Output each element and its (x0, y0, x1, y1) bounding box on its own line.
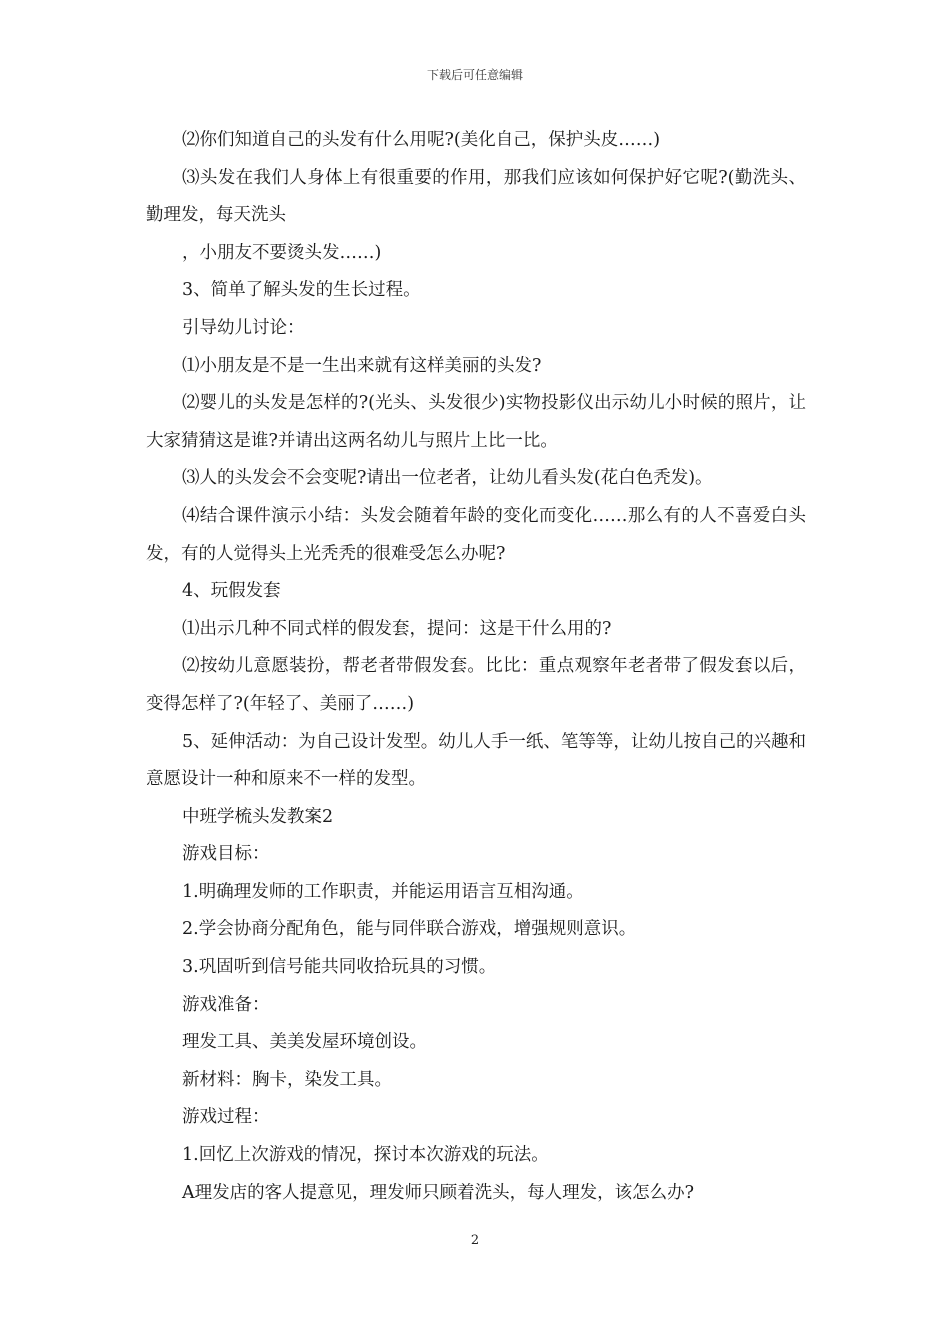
paragraph: ⑴出示几种不同式样的假发套，提问：这是干什么用的? (182, 618, 612, 639)
paragraph: 1.明确理发师的工作职责，并能运用语言互相沟通。 (182, 881, 584, 902)
paragraph: ⑶头发在我们人身体上有很重要的作用，那我们应该如何保护好它呢?(勤洗头、勤理发，每天洗头 (146, 167, 806, 226)
paragraph: 引导幼儿讨论： (182, 317, 305, 338)
paragraph: 1.回忆上次游戏的情况，探讨本次游戏的玩法。 (182, 1145, 549, 1166)
paragraph: ，小朋友不要烫头发……) (182, 242, 382, 263)
document-body (146, 122, 806, 1212)
paragraph: 4、玩假发套 (182, 581, 281, 602)
paragraph: 2.学会协商分配角色，能与同伴联合游戏，增强规则意识。 (182, 919, 637, 940)
paragraph: A理发店的客人提意见，理发师只顾着洗头，每人理发，该怎么办? (182, 1182, 695, 1203)
paragraph: 游戏准备： (182, 994, 270, 1015)
paragraph: 新材料：胸卡，染发工具。 (182, 1069, 392, 1090)
paragraph: 3.巩固听到信号能共同收拾玩具的习惯。 (182, 957, 497, 978)
paragraph: ⑵婴儿的头发是怎样的?(光头、头发很少)实物投影仪出示幼儿小时候的照片，让大家猜猜这是谁?并请出这两名幼儿与照片上比一比。 (146, 393, 806, 451)
page-header: 下载后可任意编辑 (426, 68, 523, 82)
paragraph: 5、延伸活动：为自己设计发型。幼儿人手一纸、笔等等，让幼儿按自己的兴趣和意愿设计一种和原来不一样的发型。 (146, 731, 806, 790)
paragraph: ⑵按幼儿意愿装扮，帮老者带假发套。比比：重点观察年老者带了假发套以后，变得怎样了?(年轻了、美丽了……) (146, 656, 806, 714)
paragraph: 理发工具、美美发屋环境创设。 (182, 1032, 427, 1053)
paragraph: 游戏过程： (182, 1107, 270, 1128)
paragraph: ⑵你们知道自己的头发有什么用呢?(美化自己，保护头皮……) (182, 130, 661, 150)
paragraph: ⑴小朋友是不是一生出来就有这样美丽的头发? (182, 355, 542, 376)
page-number: 2 (470, 1233, 480, 1248)
section-title: 中班学梳头发教案2 (182, 806, 334, 827)
paragraph: 游戏目标： (182, 844, 270, 865)
paragraph: 3、简单了解头发的生长过程。 (182, 280, 421, 301)
paragraph: ⑷结合课件演示小结：头发会随着年龄的变化而变化……那么有的人不喜爱白头发，有的人觉得头上光秃秃的很难受怎么办呢? (146, 505, 806, 564)
paragraph: ⑶人的头发会不会变呢?请出一位老者，让幼儿看头发(花白色秃发)。 (182, 468, 713, 489)
